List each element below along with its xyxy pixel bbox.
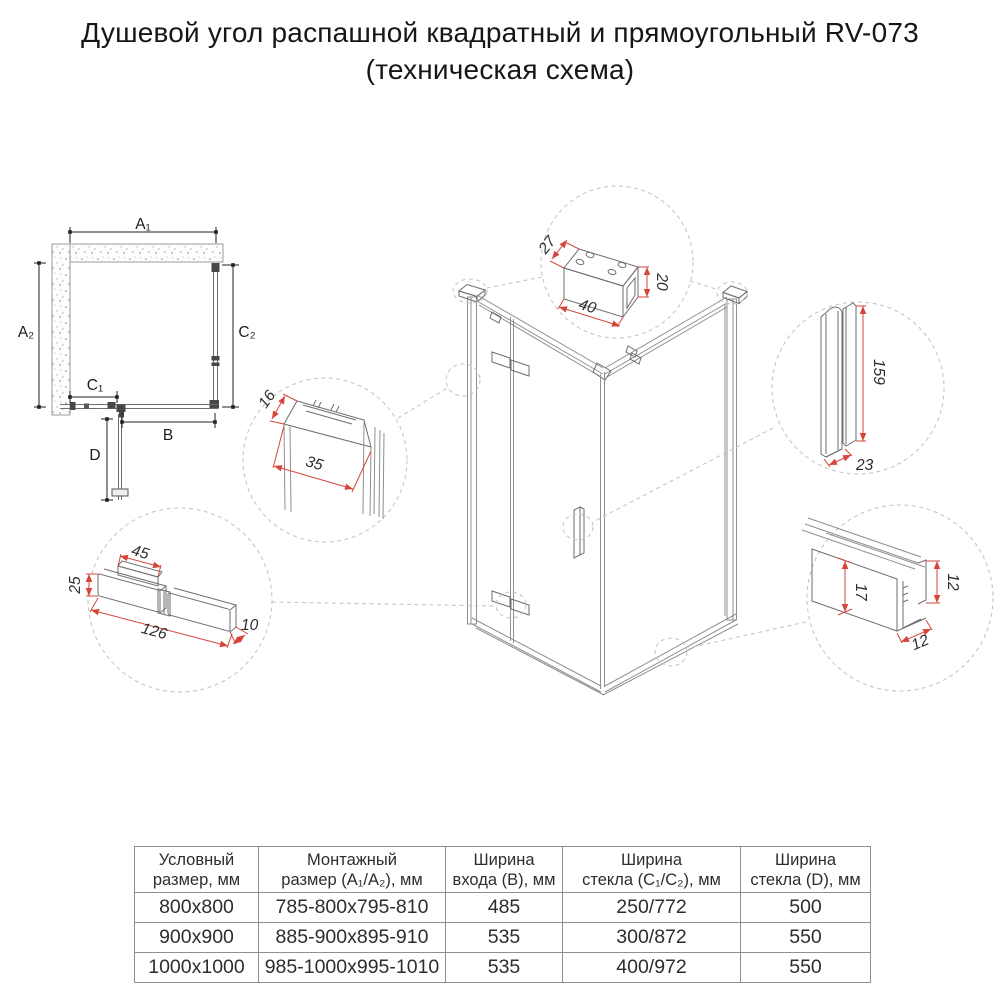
table-row: [135, 953, 871, 983]
cell-glass-c: 400/972: [563, 953, 741, 983]
handle-dim-depth: 23: [856, 457, 874, 474]
table-header-row: [135, 847, 871, 893]
iso-right-wall-profile: [723, 286, 747, 620]
cell-glass-d: 500: [741, 893, 871, 923]
plan-door: [112, 414, 128, 500]
cell-glass-d: 550: [741, 923, 871, 953]
cell-mounting: 885-900x895-910: [259, 923, 446, 953]
handle-dim-height: 159: [870, 359, 887, 385]
plan-right-glass: [210, 263, 220, 409]
cell-mounting: 785-800x795-810: [259, 893, 446, 923]
detail-handle: [772, 302, 944, 474]
size-table: [134, 846, 871, 983]
dim-label-a1: A₁: [135, 216, 151, 233]
bottom-rail-dim-depth: 12: [908, 631, 932, 655]
detail-bracket: [535, 186, 693, 338]
plan-left-wall: [52, 244, 70, 415]
plan-hinge: [108, 402, 116, 409]
dim-label-c2: C₂: [238, 324, 256, 341]
header-mounting-size: Монтажный размер (А₁/А₂), мм: [259, 847, 446, 893]
cell-size: 900x900: [135, 923, 259, 953]
iso-corner-edge: [601, 372, 605, 689]
cell-mounting: 985-1000x995-1010: [259, 953, 446, 983]
bracket-dim-width: 40: [576, 296, 599, 318]
plan-wall-bracket-top: [212, 263, 220, 272]
detail-wall-profile: [243, 378, 407, 542]
header-nominal-size: Условный размер, мм: [135, 847, 259, 893]
bracket-dim-depth: 27: [535, 233, 560, 258]
hinge-dimensions: [67, 542, 259, 648]
dim-label-a2: A₂: [17, 324, 35, 341]
iso-bottom-rail-left: [472, 618, 604, 695]
dim-label-c1: C₁: [86, 377, 104, 394]
hinge-dim-depth: 10: [241, 617, 259, 634]
dim-label-d: D: [89, 447, 101, 464]
cell-size: 1000x1000: [135, 953, 259, 983]
table-row: [135, 893, 871, 923]
hinge-dim-top: 45: [129, 542, 151, 564]
cell-entry: 535: [446, 923, 563, 953]
cell-glass-c: 300/872: [563, 923, 741, 953]
hinge-dim-height: 25: [67, 576, 84, 594]
wall-profile-dimensions: [255, 387, 371, 492]
bottom-rail-dim-front: 17: [852, 583, 869, 601]
cell-entry: 535: [446, 953, 563, 983]
plan-view: [18, 216, 256, 500]
iso-left-wall-profile: [459, 285, 485, 625]
handle-drawing: [821, 303, 856, 457]
plan-top-wall: [52, 244, 223, 262]
bracket-drawing: [564, 249, 638, 317]
cell-entry: 485: [446, 893, 563, 923]
cell-glass-d: 550: [741, 953, 871, 983]
detail-bottom-rail: [802, 505, 993, 691]
hinge-dim-length: 126: [139, 620, 169, 644]
title-line-2: (техническая схема): [365, 54, 635, 85]
bracket-dim-height: 20: [653, 273, 670, 291]
bottom-rail-dimensions: [838, 558, 961, 654]
table-row: [135, 923, 871, 953]
bottom-rail-dim-back: 12: [944, 573, 961, 591]
detail-hinge: [67, 508, 272, 692]
cell-glass-c: 250/772: [563, 893, 741, 923]
plan-bottom-glass: [60, 402, 218, 418]
dim-label-b: B: [162, 427, 174, 444]
callout-marks: [272, 277, 806, 666]
wall-profile-drawing: [284, 400, 384, 519]
iso-bottom-rail-right: [603, 614, 738, 695]
plan-wall-bracket-left: [70, 402, 76, 410]
hinge-drawing: [98, 561, 236, 632]
plan-door-handle: [112, 489, 128, 496]
wall-profile-dim-width: 35: [303, 453, 325, 475]
title-line-1: Душевой угол распашной квадратный и прямоугольный RV-073: [81, 17, 919, 48]
header-entry-width: Ширина входа (В), мм: [446, 847, 563, 893]
header-glass-width-d: Ширина стекла (D), мм: [741, 847, 871, 893]
isometric-view: [459, 285, 747, 696]
wall-profile-dim-depth: 16: [255, 387, 280, 412]
cell-size: 800x800: [135, 893, 259, 923]
header-glass-width-c: Ширина стекла (С₁/С₂), мм: [563, 847, 741, 893]
bottom-rail-drawing: [802, 518, 926, 631]
